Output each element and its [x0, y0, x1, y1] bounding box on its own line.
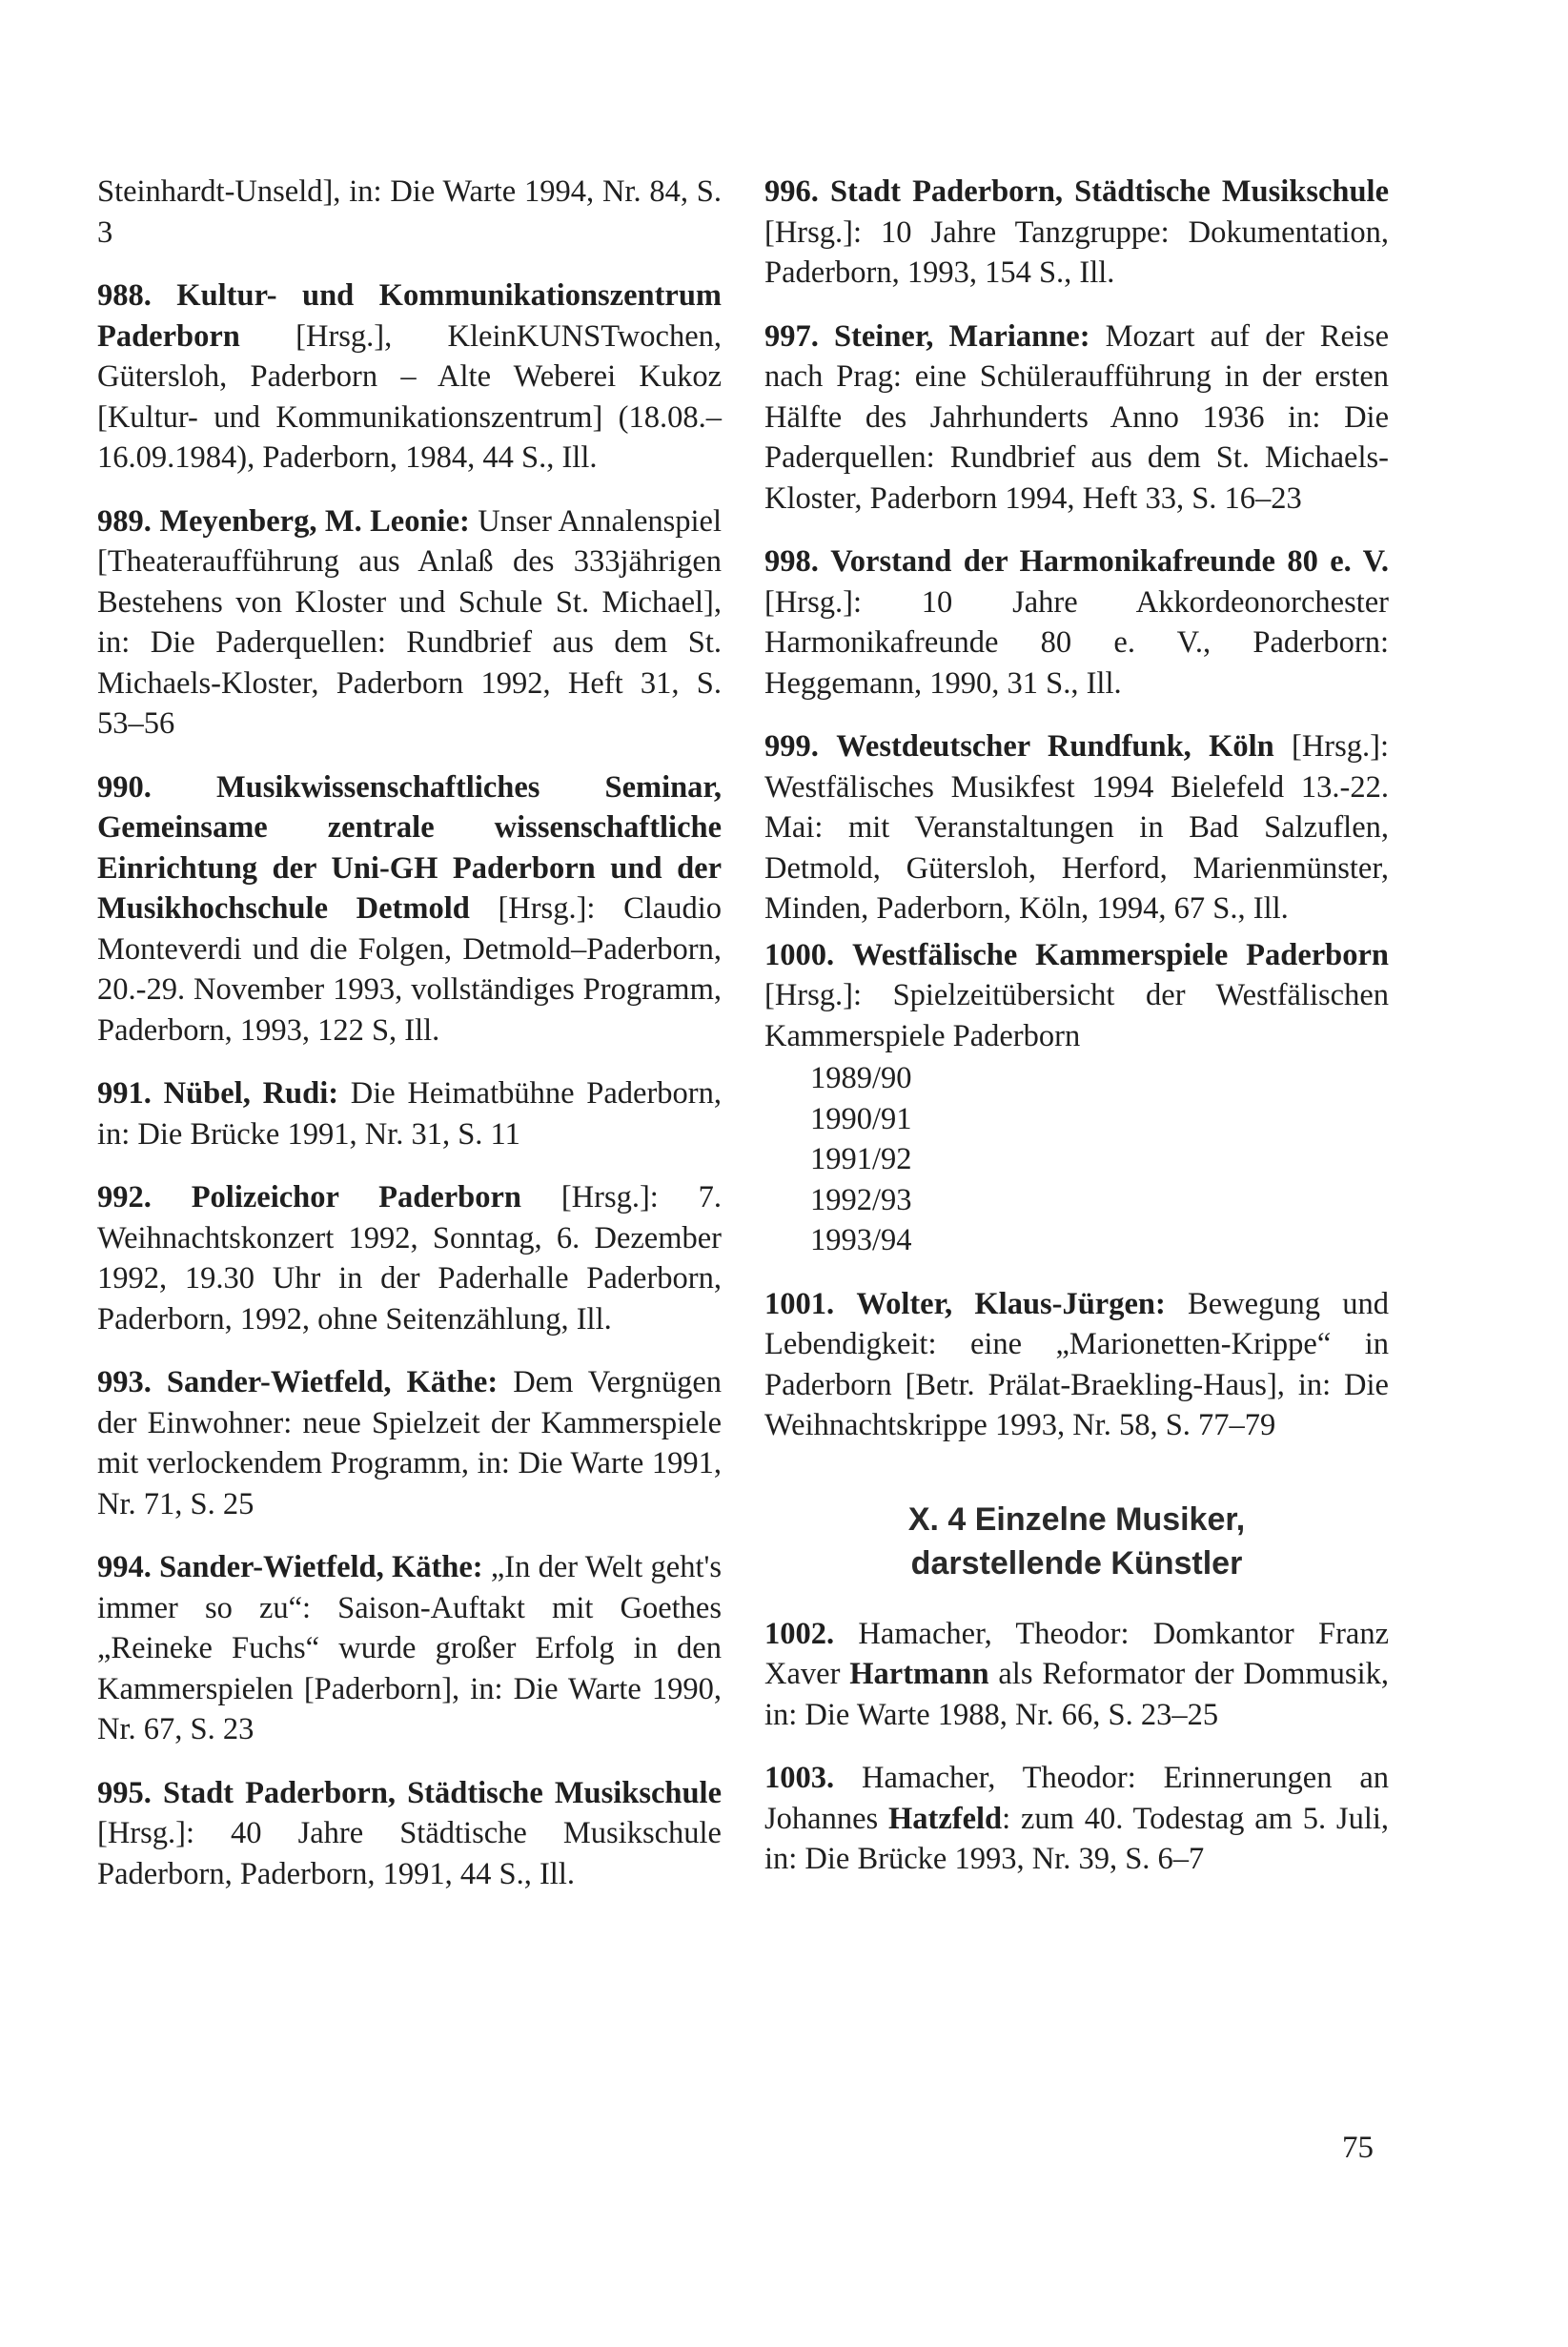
- entry-text: als Reformator der Dommusik, in: Die Warte 1988, Nr. 66, S. 23–25: [764, 1657, 1389, 1732]
- entry-text: [Hrsg.]: 10 Jahre Tanzgruppe: Dokumentation, Paderborn, 1993, 154 S., Ill.: [764, 214, 1389, 290]
- entry-text: Hamacher, Theodor: Erinnerungen an Johannes: [764, 1761, 1389, 1836]
- entry-text: [Hrsg.]: 40 Jahre Städtische Musikschule Paderborn, Paderborn, 1991, 44 S., Ill.: [97, 1816, 722, 1891]
- entry-992: [97, 1177, 722, 1339]
- entry-author: Sander-Wietfeld, Käthe:: [166, 1365, 499, 1399]
- entry-995: [97, 1773, 722, 1895]
- entry-988: [97, 276, 722, 479]
- entry-author: Meyenberg, M. Leonie:: [159, 503, 470, 539]
- season-list: [810, 1058, 1389, 1261]
- page-number: 75: [1342, 2131, 1374, 2165]
- entry-author: Steiner, Marianne:: [833, 318, 1090, 354]
- entry-1002: [764, 1614, 1389, 1736]
- entry-number: 994.: [97, 1550, 152, 1584]
- entry-number: 995.: [97, 1775, 152, 1810]
- entry-author: Musikwissenschaftliches Seminar, Gemeinsame zentrale wissenschaftliche Einrichtung der Uni-GH Paderborn und der Musikhochschule Detmold: [97, 769, 722, 926]
- entry-author: Wolter, Klaus-Jürgen:: [856, 1286, 1166, 1321]
- entry-1001: [764, 1284, 1389, 1446]
- season-item: 1993/94: [810, 1223, 912, 1257]
- entry-1003: [764, 1758, 1389, 1880]
- entry-number: 991.: [97, 1076, 152, 1111]
- entry-author: Kultur- und Kommunikationszentrum Paderborn: [97, 278, 723, 354]
- season-item: 1992/93: [810, 1182, 912, 1217]
- entry-subject: Hartmann: [849, 1657, 989, 1691]
- entry-text: [Hrsg.]: Westfälisches Musikfest 1994 Bielefeld 13.-22. Mai: mit Veranstaltungen in Bad Salzuflen, Detmold, Gütersloh, Herford, Marienmünster, Minden, Paderborn, Köln, 1994, 67 S., Ill.: [764, 729, 1389, 926]
- entry-text: Hamacher, Theodor: Domkantor Franz Xaver: [764, 1616, 1389, 1691]
- season-item: 1989/90: [810, 1061, 912, 1095]
- left-column: [97, 172, 722, 1917]
- entry-text: Mozart auf der Reise nach Prag: eine Schüleraufführung in der ersten Hälfte des Jahrhunderts Anno 1936 in: Die Paderquellen: Rundbrief aus dem St. Michaels-Kloster, Paderborn 1994, Heft 33, S. 16–23: [764, 318, 1390, 516]
- entry-author: Nübel, Rudi:: [163, 1076, 339, 1111]
- entry-text: [Hrsg.]: 7. Weihnachtskonzert 1992, Sonntag, 6. Dezember 1992, 19.30 Uhr in der Paderhalle Paderborn, Paderborn, 1992, ohne Seitenzählung, Ill.: [97, 1180, 723, 1337]
- continuation-entry: Steinhardt-Unseld], in: Die Warte 1994, Nr. 84, S. 3: [97, 174, 722, 250]
- entry-text: Bewegung und Lebendigkeit: eine „Marionetten-Krippe“ in Paderborn [Betr. Prälat-Braekling-Haus], in: Die Weihnachtskrippe 1993, Nr. 58, S. 77–79: [764, 1286, 1390, 1442]
- entry-996: [764, 172, 1389, 294]
- entry-author: Stadt Paderborn, Städtische Musikschule: [829, 174, 1390, 209]
- entry-number: 1001.: [764, 1286, 835, 1321]
- entry-text: : zum 40. Todestag am 5. Juli, in: Die Brücke 1993, Nr. 39, S. 6–7: [764, 1801, 1390, 1876]
- entry-number: 1000.: [764, 937, 835, 972]
- entry-text: „In der Welt geht's immer so zu“: Saison-Auftakt mit Goethes „Reineke Fuchs“ wurde großer Erfolg in den Kammerspielen [Paderborn], in: Die Warte 1990, Nr. 67, S. 23: [97, 1550, 722, 1746]
- entry-994: [97, 1547, 722, 1750]
- entry-author: Polizeichor Paderborn: [191, 1180, 522, 1214]
- entry-author: Vorstand der Harmonikafreunde 80 e. V.: [830, 544, 1389, 579]
- right-column: [764, 172, 1389, 1903]
- entry-text: Dem Vergnügen der Einwohner: neue Spielzeit der Kammerspiele mit verlockendem Programm, in: Die Warte 1991, Nr. 71, S. 25: [97, 1365, 722, 1521]
- section-heading-line: darstellende Künstler: [910, 1544, 1243, 1582]
- entry-author: Westfälische Kammerspiele Paderborn: [851, 937, 1389, 972]
- entry-number: 992.: [97, 1180, 152, 1214]
- entry-text: [Hrsg.], KleinKUNSTwochen, Gütersloh, Paderborn – Alte Weberei Kukoz [Kultur- und Kommunikationszentrum] (18.08.–16.09.1984), Paderborn, 1984, 44 S., Ill.: [97, 318, 722, 475]
- section-heading-line: X. 4 Einzelne Musiker,: [907, 1500, 1246, 1538]
- entry-number: 1003.: [764, 1761, 835, 1795]
- entry-text: [Hrsg.]: 10 Jahre Akkordeonorchester Harmonikafreunde 80 e. V., Paderborn: Heggemann, 1990, 31 S., Ill.: [764, 584, 1389, 701]
- entry-number: 990.: [97, 769, 152, 805]
- entry-author: Westdeutscher Rundfunk, Köln: [836, 729, 1274, 764]
- entry-number: 1002.: [764, 1616, 835, 1651]
- entry-number: 988.: [97, 278, 152, 313]
- entry-number: 993.: [97, 1365, 152, 1399]
- entry-number: 989.: [97, 503, 152, 539]
- entry-989: [97, 501, 722, 745]
- section-heading: [764, 1498, 1389, 1585]
- entry-999: [764, 726, 1389, 929]
- entry-text: Unser Annalenspiel [Theateraufführung aus Anlaß des 333jährigen Bestehens von Kloster und Schule St. Michael], in: Die Paderquellen: Rundbrief aus dem St. Michaels-Kloster, Paderborn 1992, Heft 31, S. 53–56: [97, 503, 723, 741]
- season-item: 1990/91: [810, 1101, 912, 1136]
- season-item: 1991/92: [810, 1142, 912, 1176]
- entry-text: [Hrsg.]: Spielzeitübersicht der Westfälischen Kammerspiele Paderborn: [764, 978, 1389, 1053]
- entry-number: 996.: [764, 174, 819, 209]
- entry-text: [Hrsg.]: Claudio Monteverdi und die Folgen, Detmold–Paderborn, 20.-29. November 1993, vollständiges Programm, Paderborn, 1993, 122 S, Ill.: [97, 891, 722, 1048]
- entry-991: [97, 1073, 722, 1154]
- entry-number: 999.: [764, 729, 819, 764]
- entry-author: Sander-Wietfeld, Käthe:: [159, 1550, 483, 1584]
- entry-997: [764, 316, 1389, 520]
- entry-number: 997.: [764, 318, 819, 354]
- entry-990: [97, 767, 722, 1051]
- entry-author: Stadt Paderborn, Städtische Musikschule: [162, 1775, 723, 1810]
- entry-1000: [764, 935, 1389, 1057]
- entry-subject: Hatzfeld: [887, 1801, 1003, 1836]
- entry-text: Die Heimatbühne Paderborn, in: Die Brücke 1991, Nr. 31, S. 11: [97, 1076, 722, 1152]
- entry-number: 998.: [764, 544, 819, 579]
- entry-993: [97, 1362, 722, 1524]
- entry-998: [764, 541, 1389, 704]
